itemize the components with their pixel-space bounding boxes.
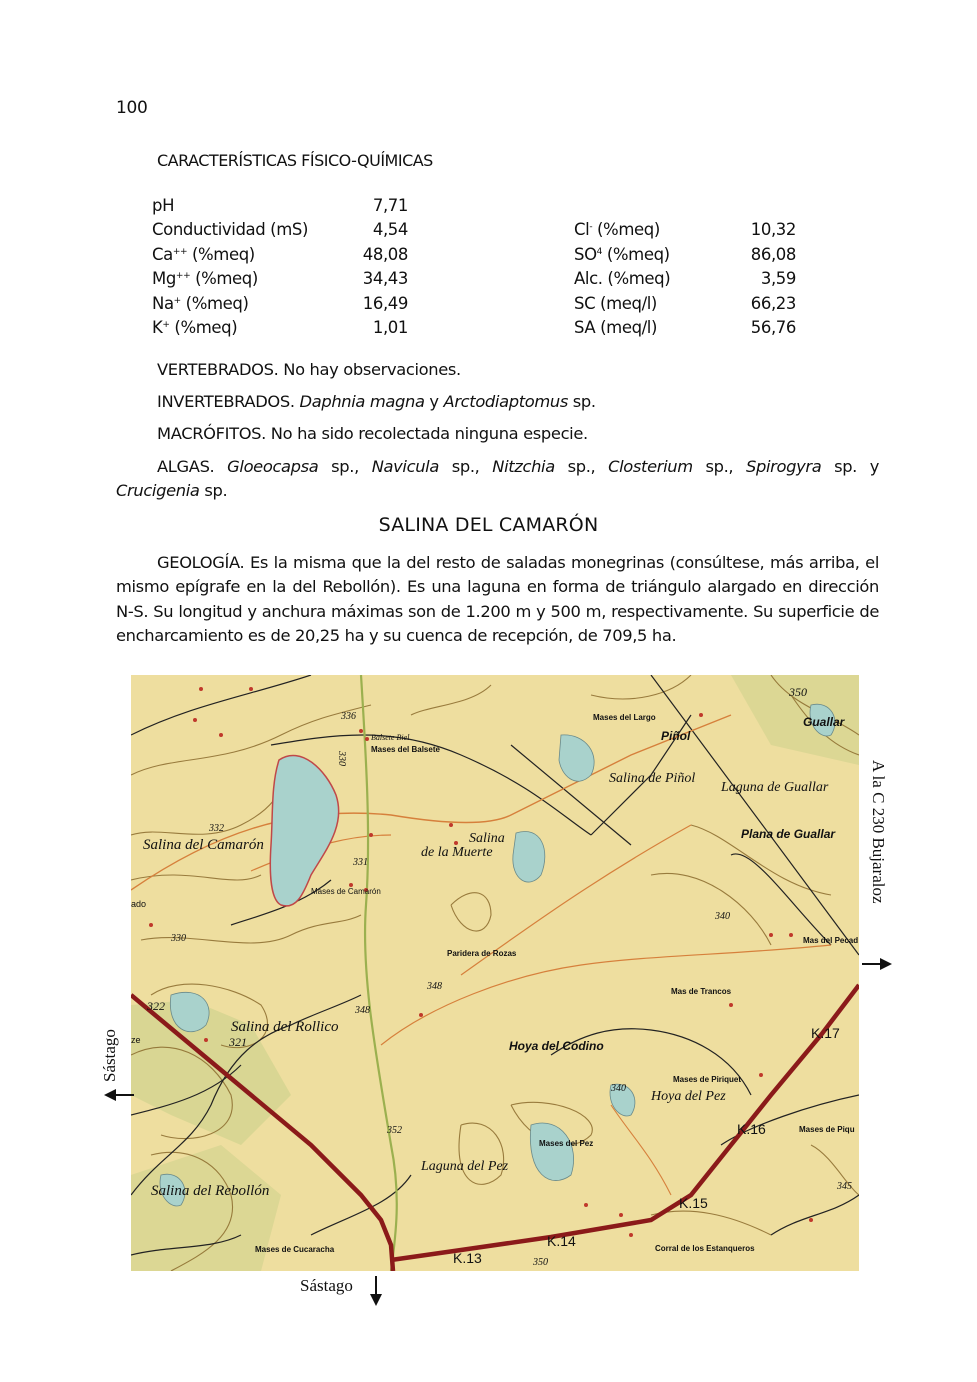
genus-name: Spirogyra [745,457,822,476]
genus-name: Closterium [608,457,693,476]
genus-name: Crucigenia [116,481,200,501]
genus-suffix: sp. y [821,457,880,476]
map-label-mas-pecado: Mas del Pecad [803,936,859,945]
map-label-salina-pinol: Salina de Piñol [609,771,696,786]
genus-name: Nitzchia [492,457,555,476]
vertebrados-text: No hay observaciones. [278,360,461,379]
map-label-balsete-biel: Balsete Biel [371,733,410,742]
param-label: Mg++ (%meq) [152,269,258,289]
contour-label: 350 [533,1257,548,1268]
genus-suffix: sp., [554,457,609,476]
contour-label: 345 [837,1181,852,1192]
param-label: Ca++ (%meq) [152,244,255,264]
page-number: 100 [116,98,148,118]
table-row [152,194,796,218]
map-label-mases-piqu: Mases de Piqu [799,1125,855,1134]
geologia-paragraph [116,551,879,648]
genus-name: Navicula [371,457,439,476]
genus-suffix: sp. [199,481,228,501]
table-row [152,218,796,242]
contour-label: 330 [336,751,347,766]
param-value: 7,71 [372,196,408,215]
map-label-paridera-rozas: Paridera de Rozas [447,949,517,958]
table-row [152,243,796,267]
param-label-2: Alc. (%meq) [574,269,671,289]
table-row [152,316,796,340]
map-label-salina-camaron: Salina del Camarón [143,837,264,853]
contour-label: 336 [341,711,356,722]
param-label-2: SA (meq/l) [574,317,658,337]
map-label-hoya-pez: Hoya del Pez [651,1089,726,1104]
map-label-mas-trancos: Mas de Trancos [671,987,732,996]
vertebrados-heading: VERTEBRADOS. [157,360,279,379]
topographic-map [131,675,859,1271]
map-label-laguna-guallar: Laguna de Guallar [721,780,829,795]
map-label-corral-estanqueros: Corral de los Estanqueros [655,1244,755,1253]
contour-label: 321 [229,1035,247,1049]
algas-paragraph [116,455,879,504]
genus-suffix: sp., [438,457,493,476]
species-suffix: sp. [567,392,596,411]
map-label-mases-balsete: Mases del Balsete [371,745,440,754]
param-label: Na+ (%meq) [152,293,249,313]
param-value: 4,54 [372,220,408,240]
chemistry-table [152,194,796,340]
map-label-salina-rebollon: Salina del Rebollón [151,1183,270,1199]
map-label-salina-rollico: Salina del Rollico [231,1019,339,1035]
map-label-mases-cucaracha: Mases de Cucaracha [255,1245,335,1254]
salina-heading: SALINA DEL CAMARÓN [378,514,599,536]
species-name: Daphnia magna [299,392,425,411]
param-label: K+ (%meq) [152,317,238,337]
map-label-laguna-pez: Laguna del Pez [421,1159,509,1174]
map-label-mases-largo: Mases del Largo [593,713,656,722]
km-marker-15: K.15 [679,1195,708,1211]
contour-label: 340 [715,911,730,922]
contour-label: 330 [171,933,186,944]
contour-label: 352 [387,1125,402,1136]
param-value: 34,43 [362,269,408,289]
map-label-edge: ze [131,1035,141,1045]
algas-heading: ALGAS. [157,457,215,476]
contour-label: 350 [789,685,807,699]
param-label: pH [152,196,175,215]
genus-suffix: sp., [318,457,372,476]
param-value: 16,49 [362,293,408,313]
param-value-2: 3,59 [760,269,796,289]
km-marker-16: K.16 [737,1121,766,1137]
contour-label: 340 [611,1083,626,1094]
param-label-2: SC (meq/l) [574,293,657,313]
section-title: CARACTERÍSTICAS FÍSICO-QUÍMICAS [157,151,433,170]
arrow-right-icon [862,957,894,971]
param-value: 48,08 [362,244,408,264]
macrofitos-text: No ha sido recolectada ninguna especie. [265,424,588,443]
table-row [152,267,796,291]
contour-label: 331 [353,857,368,868]
param-value-2: 66,23 [750,293,796,313]
km-marker-17: K.17 [811,1025,840,1041]
map-label-edge: ado [131,899,147,909]
km-marker-13: K.13 [453,1250,482,1266]
map-label-mases-camaron: Mases de Camarón [311,887,381,896]
geologia-text: Es la misma que la del resto de saladas monegrinas (consúltese, más arriba, el mismo epígrafe en la del Rebollón). Es una laguna en forma de triángulo alargado en dirección N-S. Su longitud y anchura máximas son de 1.200 m y 500 m, respectivamente. Su superficie de encharcamiento es de 20,25 ha y su cuenca de recepción, de 709,5 ha. [116,553,879,645]
arrow-left-icon [102,1088,134,1102]
map-label-mases-pez: Mases del Pez [539,1139,594,1148]
contour-label: 348 [355,1005,370,1016]
km-marker-14: K.14 [547,1233,576,1249]
param-label: Conductividad (mS) [152,220,309,240]
macrofitos-heading: MACRÓFITOS. [157,424,266,443]
geologia-heading: GEOLOGÍA. [157,553,245,572]
param-value-2: 10,32 [750,220,796,240]
genus-suffix: sp., [692,457,746,476]
map-label-hoya-codino: Hoya del Codino [509,1039,604,1053]
invertebrados-paragraph [157,390,879,414]
map-label-mases-piriquet: Mases de Piriquet [673,1075,742,1084]
map-label-plana-guallar: Plana de Guallar [741,827,836,841]
table-row [152,292,796,316]
species-name: Arctodiaptomus [443,392,568,411]
arrow-down-icon [369,1276,383,1308]
contour-label: 322 [147,999,165,1013]
map-label-guallar: Guallar [803,715,845,729]
contour-label: 332 [209,823,224,834]
conjunction: y [424,392,444,411]
param-label-2: $SO^4$ (%meq) [574,244,670,264]
param-value-2: 56,76 [750,317,796,337]
map-graphic [131,675,859,1271]
map-label-salina-muerte-1: Salina [469,831,505,846]
invertebrados-heading: INVERTEBRADOS. [157,392,295,411]
contour-label: 348 [427,981,442,992]
param-label-2: Cl- (%meq) [574,220,660,240]
genus-name: Gloeocapsa [227,457,319,476]
bujaraloz-label: A la C 230 Bujaraloz [869,760,888,904]
map-label-pinol: Piñol [661,729,691,743]
param-value-2: 86,08 [750,244,796,264]
vertebrados-paragraph [157,358,879,382]
sastago-bottom-label: Sástago [300,1276,353,1295]
param-value: 1,01 [372,317,408,337]
macrofitos-paragraph [157,422,879,446]
sastago-left-label: Sástago [100,1029,119,1082]
map-label-salina-muerte-2: de la Muerte [421,845,493,860]
